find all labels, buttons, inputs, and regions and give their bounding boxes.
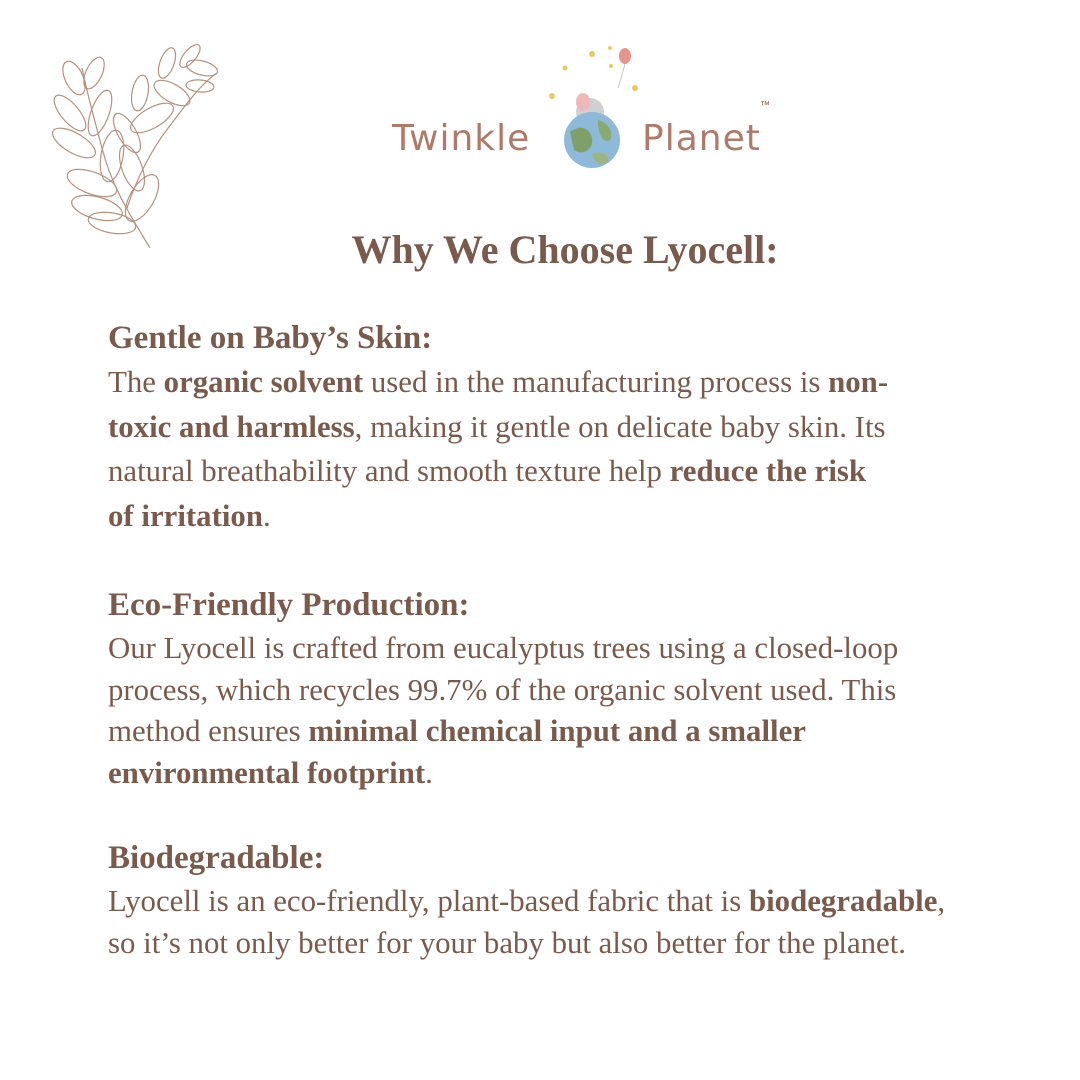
emphasis-text: of irritation bbox=[108, 497, 263, 533]
body-text: used in the manufacturing process is bbox=[363, 364, 829, 399]
body-line bbox=[108, 494, 1023, 539]
emphasis-text: organic solvent bbox=[163, 364, 364, 399]
body-text: . bbox=[425, 754, 433, 790]
section-body bbox=[108, 627, 1028, 793]
body-text: . bbox=[262, 497, 271, 533]
body-text: natural breathability and smooth texture help bbox=[108, 453, 670, 488]
body-text: so it’s not only better for your baby but also better for the planet. bbox=[108, 924, 907, 960]
emphasis-text: reduce the risk bbox=[669, 453, 867, 488]
body-line bbox=[108, 627, 1023, 669]
body-text: method ensures bbox=[108, 713, 309, 748]
body-line bbox=[108, 922, 1023, 964]
section-body bbox=[108, 360, 1028, 538]
brand-name-planet: Planet bbox=[642, 118, 761, 159]
section-gentle-on-skin bbox=[108, 316, 1028, 538]
body-text: process, which recycles 99.7% of the organic solvent used. This bbox=[108, 671, 897, 707]
section-heading: Biodegradable: bbox=[108, 840, 325, 876]
emphasis-text: biodegradable bbox=[748, 883, 938, 918]
body-line bbox=[108, 880, 1023, 922]
body-text: , bbox=[937, 883, 946, 918]
body-line bbox=[108, 405, 1023, 450]
section-eco-friendly-production bbox=[108, 583, 1028, 793]
brand-name-twinkle: Twinkle bbox=[392, 118, 531, 159]
trademark-symbol: ™ bbox=[760, 100, 770, 111]
section-body bbox=[108, 880, 1028, 963]
body-line bbox=[108, 449, 1023, 494]
elephant-balloon-icon bbox=[540, 40, 650, 120]
body-text: Our Lyocell is crafted from eucalyptus trees using a closed-loop bbox=[108, 630, 899, 665]
body-line bbox=[108, 360, 1023, 405]
body-text: The bbox=[108, 364, 164, 399]
eucalyptus-branch-icon bbox=[52, 38, 227, 253]
emphasis-text: environmental footprint bbox=[108, 754, 426, 790]
body-text: , making it gentle on delicate baby skin. Its bbox=[354, 408, 886, 444]
emphasis-text: toxic and harmless bbox=[108, 408, 355, 444]
body-line bbox=[108, 710, 1023, 752]
body-line bbox=[108, 669, 1023, 711]
brand-logo bbox=[390, 40, 780, 175]
emphasis-text: minimal chemical input and a smaller bbox=[308, 713, 806, 748]
body-text: Lyocell is an eco-friendly, plant-based fabric that is bbox=[108, 883, 749, 918]
page-title: Why We Choose Lyocell: bbox=[351, 227, 779, 272]
section-heading: Eco-Friendly Production: bbox=[108, 587, 470, 623]
section-heading: Gentle on Baby’s Skin: bbox=[108, 320, 433, 356]
emphasis-text: non- bbox=[828, 364, 889, 399]
body-line bbox=[108, 752, 1023, 794]
section-biodegradable bbox=[108, 836, 1028, 963]
globe-icon bbox=[562, 110, 622, 170]
